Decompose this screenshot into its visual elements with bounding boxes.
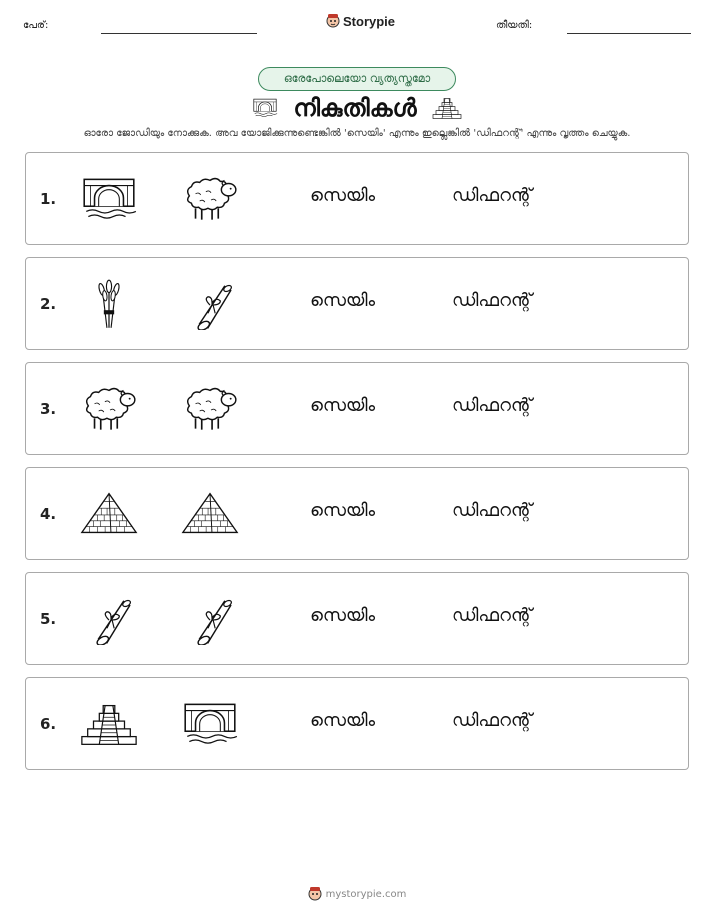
worksheet-header xyxy=(0,10,714,40)
same-option[interactable]: സെയിം xyxy=(310,605,376,626)
storypie-mascot-icon xyxy=(326,13,340,29)
date-field-line xyxy=(567,33,691,34)
name-label: പേര്: xyxy=(23,20,49,31)
same-option[interactable]: സെയിം xyxy=(310,395,376,416)
question-number: 2. xyxy=(40,295,57,313)
different-option[interactable]: ഡിഫറന്റ് xyxy=(452,395,533,416)
bridge-icon xyxy=(251,96,279,120)
bridge-icon xyxy=(179,698,241,750)
pyramid-icon xyxy=(179,488,241,540)
same-option[interactable]: സെയിം xyxy=(310,500,376,521)
question-row xyxy=(25,677,689,770)
different-option[interactable]: ഡിഫറന്റ് xyxy=(452,710,533,731)
scroll-icon xyxy=(179,278,241,330)
step-pyramid-icon xyxy=(431,95,463,121)
question-row xyxy=(25,152,689,245)
wheat-icon xyxy=(78,278,140,330)
scroll-icon xyxy=(179,593,241,645)
question-row xyxy=(25,467,689,560)
page-title: നികുതികൾ xyxy=(293,94,417,122)
question-number: 1. xyxy=(40,190,57,208)
footer-url: mystorypie.com xyxy=(325,888,407,900)
bridge-icon xyxy=(78,173,140,225)
different-option[interactable]: ഡിഫറന്റ് xyxy=(452,290,533,311)
question-number: 5. xyxy=(40,610,57,628)
question-row xyxy=(25,257,689,350)
different-option[interactable]: ഡിഫറന്റ് xyxy=(452,605,533,626)
brand-logo xyxy=(326,13,395,29)
brand-name: Storypie xyxy=(343,13,396,29)
same-option[interactable]: സെയിം xyxy=(310,290,376,311)
worksheet-type-badge: ഒരേപോലെയോ വ്യത്യസ്തമോ xyxy=(258,67,456,91)
question-row xyxy=(25,572,689,665)
same-option[interactable]: സെയിം xyxy=(310,185,376,206)
sheep-icon xyxy=(78,383,140,435)
instructions: ഓരോ ജോഡിയും നോക്കുക. അവ യോജിക്കുന്നുണ്ടെങ്കിൽ 'സെയിം' എന്നും ഇല്ലെങ്കിൽ 'ഡിഫറന്റ്' എന്നും വൃത്തം ചെയ്യുക. xyxy=(83,128,631,139)
step-pyramid-icon xyxy=(78,698,140,750)
same-option[interactable]: സെയിം xyxy=(310,710,376,731)
question-number: 6. xyxy=(40,715,57,733)
question-row xyxy=(25,362,689,455)
scroll-icon xyxy=(78,593,140,645)
date-label: തീയതി: xyxy=(496,20,533,31)
different-option[interactable]: ഡിഫറന്റ് xyxy=(452,500,533,521)
footer xyxy=(0,886,714,902)
sheep-icon xyxy=(179,173,241,225)
title-row xyxy=(0,92,714,124)
name-field-line xyxy=(101,33,257,34)
question-number: 4. xyxy=(40,505,57,523)
question-number: 3. xyxy=(40,400,57,418)
sheep-icon xyxy=(179,383,241,435)
storypie-mascot-icon xyxy=(308,886,322,902)
pyramid-icon xyxy=(78,488,140,540)
different-option[interactable]: ഡിഫറന്റ് xyxy=(452,185,533,206)
